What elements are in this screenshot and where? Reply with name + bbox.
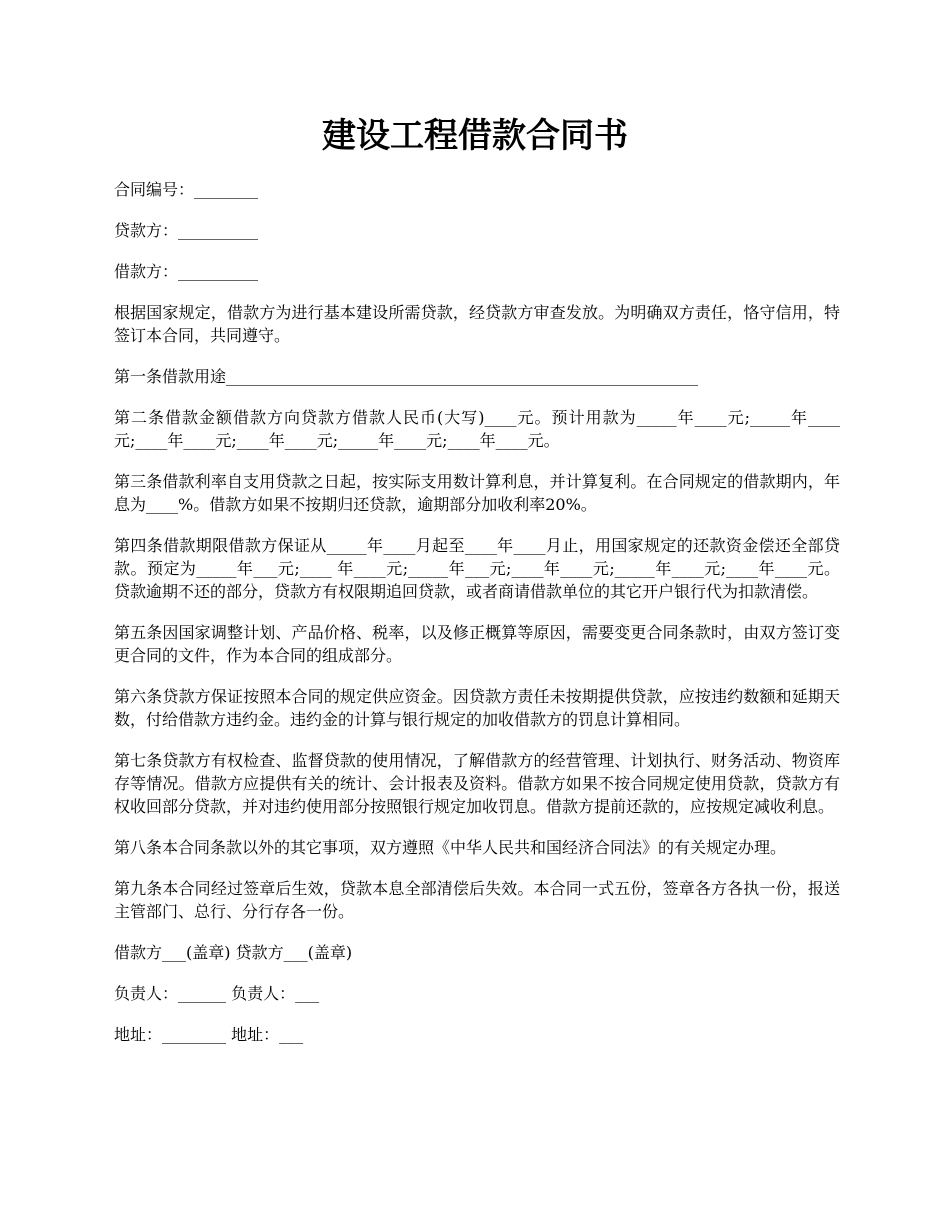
article-6: 第六条贷款方保证按照本合同的规定供应资金。因贷款方责任未按期提供贷款，应按违约数额和延期天数，付给借款方违约金。违约金的计算与银行规定的加收借款方的罚息计算相同。 [114,687,840,729]
document-body [114,178,840,1064]
article-1: 第一条借款用途___________________________________________________________ [114,367,699,386]
document-title: 建设工程借款合同书 [322,116,628,156]
article-8: 第八条本合同条款以外的其它事项，双方遵照《中华人民共和国经济合同法》的有关规定办理。 [114,838,787,857]
lender-field: 贷款方：__________ [114,221,259,240]
preamble-paragraph: 根据国家规定，借款方为进行基本建设所需贷款，经贷款方审查发放。为明确双方责任，恪守信用，特签订本合同，共同遵守。 [114,303,840,345]
article-7: 第七条贷款方有权检查、监督贷款的使用情况，了解借款方的经营管理、计划执行、财务活动、物资库存等情况。借款方应提供有关的统计、会计报表及资料。借款方如果不按合同规定使用贷款，贷款方有权收回部分贷款，并对违约使用部分按照银行规定加收罚息。借款方提前还款的，应按规定减收利息。 [114,751,840,816]
article-4: 第四条借款期限借款方保证从_____年____月起至____年____月止，用国家规定的还款资金偿还全部贷款。预定为_____年___元;____ 年____元;_____年___元;____年____元;_____年____元;____年____元。贷款逾期不还的部分，贷款方有权限期追回贷款，或者商请借款单位的其它开户银行代为扣款清偿。 [114,536,840,601]
signature-line-seals: 借款方___(盖章) 贷款方___(盖章) [114,943,353,962]
contract-number-field: 合同编号：________ [114,180,259,199]
signature-line-addresses: 地址：________ 地址：___ [114,1025,304,1044]
article-2: 第二条借款金额借款方向贷款方借款人民币(大写)____元。预计用款为_____年____元;_____年____元;____年____元;____年____元;_____年____元;____年____元。 [114,408,840,450]
article-5: 第五条因国家调整计划、产品价格、税率，以及修正概算等原因，需要变更合同条款时，由双方签订变更合同的文件，作为本合同的组成部分。 [114,623,840,665]
article-9: 第九条本合同经过签章后生效，贷款本息全部清偿后失效。本合同一式五份，签章各方各执一份，报送主管部门、总行、分行存各一份。 [114,879,840,921]
borrower-field: 借款方：__________ [114,262,259,281]
signature-line-responsible-persons: 负责人：______ 负责人：___ [114,984,320,1003]
article-3: 第三条借款利率自支用贷款之日起，按实际支用数计算利息，并计算复利。在合同规定的借款期内，年息为____%。借款方如果不按期归还贷款，逾期部分加收利率20%。 [114,472,840,514]
